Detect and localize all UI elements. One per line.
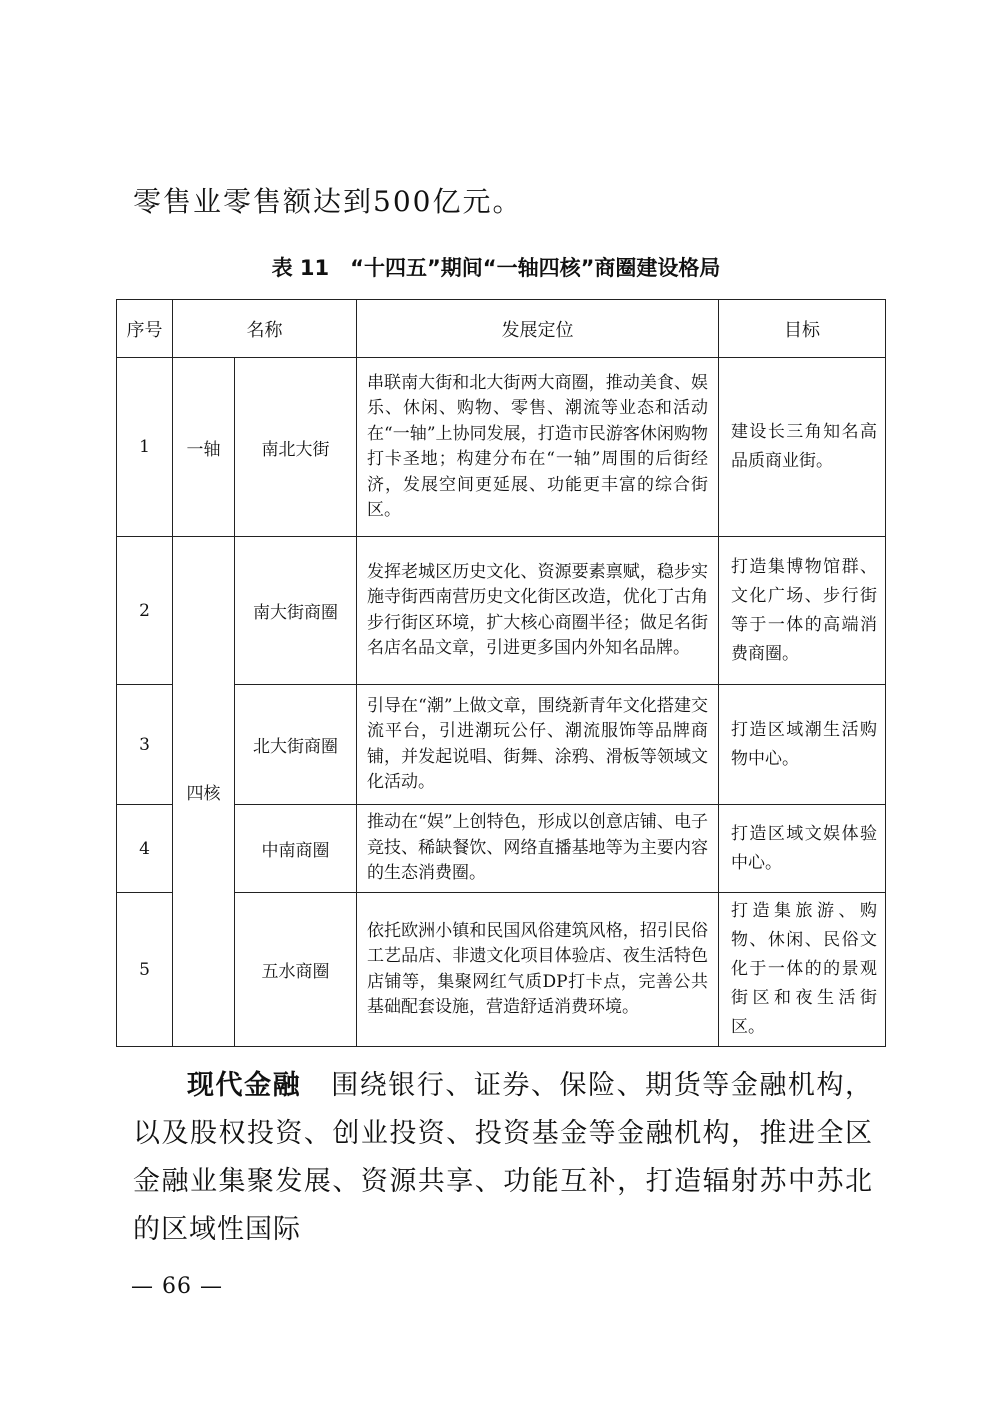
table-caption: 表 11 “十四五”期间“一轴四核”商圈建设格局 — [271, 256, 721, 280]
row-index: 2 — [117, 537, 173, 685]
finance-lead: 现代金融 — [187, 1070, 302, 1101]
finance-paragraph — [133, 1062, 873, 1254]
row-positioning: 串联南大街和北大街两大商圈，推动美食、娱乐、休闲、购物、零售、潮流等业态和活动在“一轴”上协同发展，打造市民游客休闲购物打卡圣地；构建分布在“一轴”周围的后街经济，发展空间更延展、功能更丰富的综合街区。 — [357, 358, 719, 537]
header-target: 目标 — [719, 300, 886, 358]
row-target: 建设长三角知名高品质商业街。 — [719, 358, 886, 537]
layout-table — [116, 299, 886, 1047]
page-number: — 66 — — [131, 1274, 223, 1299]
row-index: 1 — [117, 358, 173, 537]
row-index: 5 — [117, 893, 173, 1047]
row-name: 五水商圈 — [235, 893, 357, 1047]
row-positioning: 推动在“娱”上创特色，形成以创意店铺、电子竞技、稀缺餐饮、网络直播基地等为主要内容的生态消费圈。 — [357, 805, 719, 893]
table-row — [117, 537, 886, 685]
intro-line: 零售业零售额达到500亿元。 — [133, 185, 523, 218]
row-name: 南大街商圈 — [235, 537, 357, 685]
row-name: 南北大街 — [235, 358, 357, 537]
table-header-row — [117, 300, 886, 358]
row-index: 3 — [117, 685, 173, 805]
row-positioning: 引导在“潮”上做文章，围绕新青年文化搭建交流平台，引进潮玩公仔、潮流服饰等品牌商铺，并发起说唱、街舞、涂鸦、滑板等领域文化活动。 — [357, 685, 719, 805]
table-row — [117, 358, 886, 537]
row-positioning: 发挥老城区历史文化、资源要素禀赋，稳步实施寺街西南营历史文化街区改造，优化丁古角步行街区环境，扩大核心商圈半径；做足名街名店名品文章，引进更多国内外知名品牌。 — [357, 537, 719, 685]
row-group: 四核 — [173, 537, 235, 1047]
finance-text: 围绕银行、证券、保险、期货等金融机构，以及股权投资、创业投资、投资基金等金融机构，推进全区金融业集聚发展、资源共享、功能互补，打造辐射苏中苏北的区域性国际 — [133, 1070, 874, 1245]
header-name: 名称 — [173, 300, 357, 358]
row-name: 北大街商圈 — [235, 685, 357, 805]
row-target: 打造区域文娱体验中心。 — [719, 805, 886, 893]
row-target: 打造区域潮生活购物中心。 — [719, 685, 886, 805]
row-name: 中南商圈 — [235, 805, 357, 893]
header-index: 序号 — [117, 300, 173, 358]
row-positioning: 依托欧洲小镇和民国风俗建筑风格，招引民俗工艺品店、非遗文化项目体验店、夜生活特色店铺等，集聚网红气质DP打卡点，完善公共基础配套设施，营造舒适消费环境。 — [357, 893, 719, 1047]
row-target: 打造集旅游、购物、休闲、民俗文化于一体的的景观街区和夜生活街区。 — [719, 893, 886, 1047]
row-group: 一轴 — [173, 358, 235, 537]
header-positioning: 发展定位 — [357, 300, 719, 358]
row-target: 打造集博物馆群、文化广场、步行街等于一体的高端消费商圈。 — [719, 537, 886, 685]
row-index: 4 — [117, 805, 173, 893]
